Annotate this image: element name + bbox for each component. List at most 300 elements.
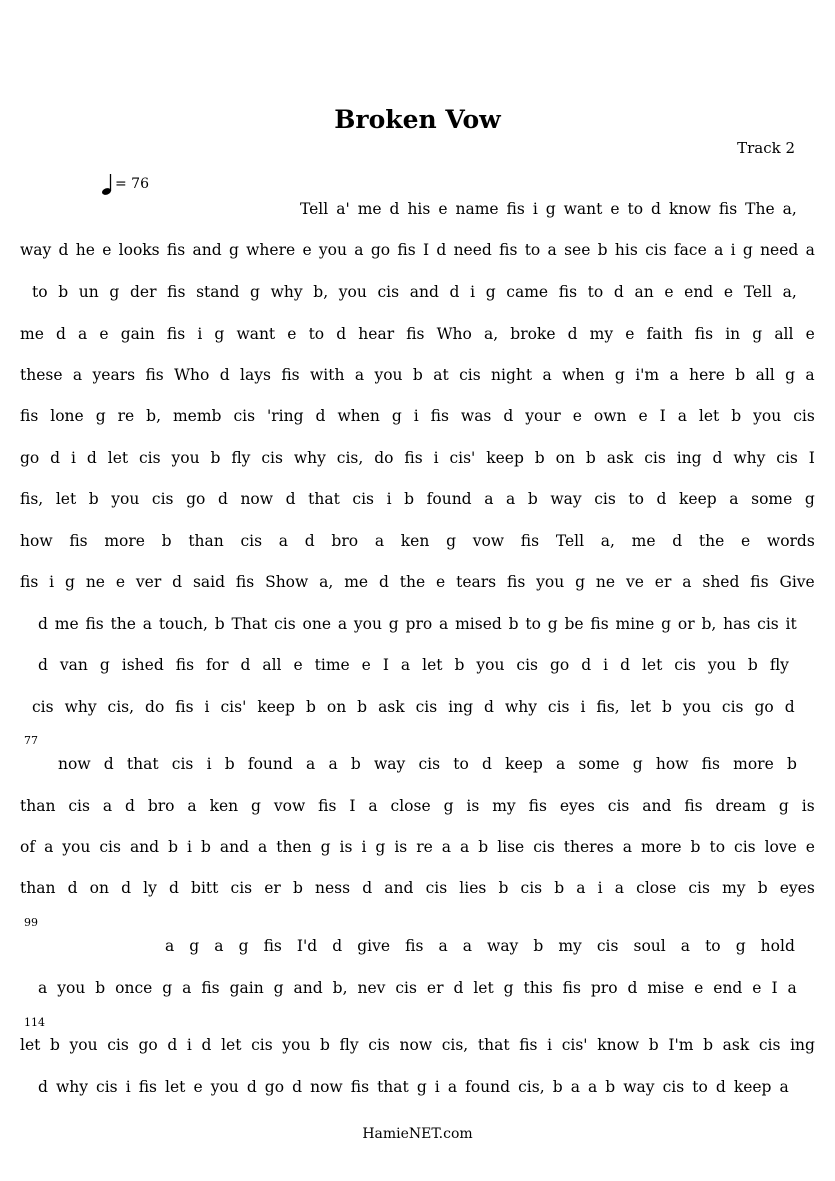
lyric-syllable: cis <box>425 879 448 897</box>
lyric-syllable: i <box>204 698 210 716</box>
measure-number: 99 <box>24 916 38 929</box>
lyric-syllable: fis <box>175 698 194 716</box>
lyric-syllable: fis <box>590 615 609 633</box>
lyric-syllable: fis <box>528 797 547 815</box>
lyric-syllable: was <box>460 407 492 425</box>
lyric-syllable: fis <box>718 200 738 218</box>
lyric-syllable: eyes <box>779 879 815 897</box>
lyric-syllable: theres <box>563 838 614 856</box>
lyric-syllable: vow <box>472 532 505 550</box>
lyric-syllable: b <box>605 1078 616 1096</box>
lyric-syllable: and <box>384 879 414 897</box>
lyric-syllable: cis <box>547 698 570 716</box>
lyric-syllable: and <box>293 979 323 997</box>
lyric-syllable: let <box>698 407 720 425</box>
lyric-syllable: cis <box>459 366 481 384</box>
lyric-syllable: cis <box>520 879 543 897</box>
lyric-syllable: you <box>536 573 565 591</box>
lyric-syllable: g <box>388 615 399 633</box>
lyric-syllable: b <box>404 490 415 508</box>
lyric-syllable: that <box>308 490 340 508</box>
lyric-syllable: g <box>238 937 249 955</box>
lyric-syllable: a <box>542 366 552 384</box>
lyric-syllable: do <box>374 449 394 467</box>
lyric-syllable: d <box>125 797 135 815</box>
lyric-syllable: d <box>627 979 638 997</box>
lyric-syllable: g <box>189 937 200 955</box>
lyric-syllable: has <box>723 615 751 633</box>
lyric-line <box>0 323 835 345</box>
lyric-syllable: face <box>673 241 707 259</box>
lyric-syllable: on <box>326 698 347 716</box>
lyric-syllable: b, <box>701 615 717 633</box>
lyric-syllable: g <box>162 979 173 997</box>
lyric-line <box>0 1076 835 1098</box>
lyric-syllable: g <box>614 366 625 384</box>
lyric-syllable: let <box>422 656 443 674</box>
lyric-syllable: you <box>707 656 736 674</box>
lyric-syllable: fis <box>138 1078 157 1096</box>
lyric-syllable: b <box>757 879 768 897</box>
lyric-syllable: ken <box>400 532 430 550</box>
lyric-syllable: keep <box>486 449 524 467</box>
lyric-syllable: i <box>361 838 367 856</box>
lyric-syllable: cis <box>99 838 121 856</box>
quarter-note-icon <box>101 172 113 196</box>
lyric-syllable: bitt <box>191 879 219 897</box>
lyric-syllable: b <box>552 1078 563 1096</box>
lyric-syllable: g <box>416 1078 427 1096</box>
lyric-syllable: lies <box>459 879 487 897</box>
lyric-syllable: i <box>413 407 419 425</box>
lyric-line <box>0 1034 835 1056</box>
lyric-syllable: fis <box>20 573 39 591</box>
lyric-syllable: when <box>562 366 605 384</box>
lyric-syllable: g <box>99 656 110 674</box>
lyric-syllable: now <box>58 755 91 773</box>
lyric-syllable: d <box>581 656 592 674</box>
lyric-syllable: why <box>64 698 97 716</box>
lyric-syllable: cis <box>377 283 400 301</box>
lyric-syllable: you <box>374 366 403 384</box>
lyric-syllable: The <box>745 200 775 218</box>
lyric-syllable: name <box>455 200 499 218</box>
lyric-syllable: mise <box>647 979 685 997</box>
lyric-syllable: d <box>436 241 447 259</box>
lyric-syllable: a <box>182 979 192 997</box>
lyric-syllable: way <box>550 490 582 508</box>
lyric-syllable: that <box>377 1078 409 1096</box>
lyric-syllable: my <box>492 797 516 815</box>
lyric-syllable: fis, <box>596 698 620 716</box>
lyric-syllable: fis <box>499 241 518 259</box>
lyric-syllable: a <box>805 366 815 384</box>
lyric-syllable: e <box>625 325 635 343</box>
lyric-syllable: fis <box>167 283 186 301</box>
lyric-syllable: and <box>642 797 672 815</box>
lyric-syllable: fis <box>558 283 578 301</box>
lyric-syllable: to <box>692 1078 708 1096</box>
lyric-syllable: ask <box>378 698 405 716</box>
lyric-syllable: why <box>270 283 303 301</box>
lyric-syllable: you <box>682 698 711 716</box>
lyric-syllable: I <box>659 407 666 425</box>
lyric-syllable: now <box>399 1036 433 1054</box>
lyric-syllable: fis <box>175 656 195 674</box>
lyric-syllable: me <box>20 325 44 343</box>
lyric-syllable: i <box>547 1036 553 1054</box>
lyric-syllable: ing <box>790 1036 815 1054</box>
lyric-syllable: e <box>805 838 815 856</box>
lyric-syllable: Show <box>265 573 309 591</box>
lyric-syllable: is <box>466 797 480 815</box>
lyric-syllable: d <box>172 573 183 591</box>
lyric-syllable: d <box>656 490 667 508</box>
lyric-syllable: a <box>187 797 197 815</box>
lyric-syllable: fis <box>404 449 423 467</box>
lyric-syllable: hear <box>358 325 395 343</box>
lyric-syllable: fis <box>20 407 39 425</box>
lyric-syllable: fis <box>506 200 525 218</box>
lyric-syllable: b <box>661 698 672 716</box>
lyric-syllable: d <box>38 656 48 674</box>
lyric-syllable: a <box>258 838 268 856</box>
lyric-syllable: close <box>390 797 431 815</box>
lyric-syllable: re <box>416 838 433 856</box>
lyric-syllable: his <box>614 241 638 259</box>
lyric-syllable: fis <box>145 366 164 384</box>
lyric-syllable: g <box>632 755 643 773</box>
lyric-syllable: d <box>50 449 61 467</box>
lyric-syllable: e <box>752 979 762 997</box>
lyric-syllable: to <box>524 241 541 259</box>
lyric-syllable: do <box>145 698 165 716</box>
lyric-syllable: now <box>240 490 274 508</box>
lyric-syllable: d <box>712 449 723 467</box>
lyric-line <box>0 795 835 817</box>
lyric-syllable: b <box>731 407 742 425</box>
lyric-syllable: tears <box>456 573 497 591</box>
lyric-syllable: of <box>20 838 36 856</box>
lyric-syllable: night <box>491 366 533 384</box>
lyric-syllable: d <box>168 879 179 897</box>
lyric-syllable: how <box>20 532 53 550</box>
lyric-syllable: g <box>109 283 120 301</box>
lyric-syllable: b <box>49 1036 60 1054</box>
tempo-value: = 76 <box>115 176 149 192</box>
lyric-syllable: b <box>224 755 235 773</box>
lyric-syllable: you <box>210 1078 239 1096</box>
lyric-syllable: cis <box>596 937 619 955</box>
lyric-line <box>0 877 835 899</box>
lyric-syllable: Tell <box>300 200 329 218</box>
lyric-syllable: cis <box>776 449 798 467</box>
lyric-syllable: a <box>729 490 739 508</box>
lyric-syllable: g <box>250 283 260 301</box>
lyric-syllable: Tell <box>555 532 585 550</box>
lyric-syllable: g <box>735 937 746 955</box>
lyric-syllable: looks <box>118 241 160 259</box>
lyric-syllable: d <box>86 449 97 467</box>
lyric-syllable: found <box>426 490 472 508</box>
lyric-syllable: d <box>67 879 78 897</box>
lyric-syllable: i <box>730 241 736 259</box>
lyric-syllable: e <box>741 532 751 550</box>
lyric-syllable: g <box>251 797 261 815</box>
lyric-syllable: a <box>278 532 289 550</box>
lyric-syllable: a <box>576 879 586 897</box>
lyric-syllable: cis' <box>561 1036 588 1054</box>
lyric-syllable: a <box>78 325 88 343</box>
lyric-syllable: der <box>129 283 157 301</box>
lyric-syllable: cis <box>107 1036 129 1054</box>
lyric-syllable: you <box>57 979 86 997</box>
lyric-syllable: i <box>597 879 603 897</box>
lyric-syllable: go <box>370 241 391 259</box>
lyric-syllable: is <box>339 838 353 856</box>
lyric-syllable: d <box>567 325 578 343</box>
lyric-syllable: i <box>206 755 212 773</box>
lyric-line <box>0 405 835 427</box>
lyric-syllable: soul <box>633 937 666 955</box>
lyric-syllable: fly <box>231 449 251 467</box>
lyric-syllable: fis <box>562 979 581 997</box>
lyric-syllable: fis <box>166 325 186 343</box>
lyric-syllable: b <box>305 698 316 716</box>
lyric-line <box>0 977 835 999</box>
lyric-syllable: close <box>636 879 677 897</box>
lyric-syllable: lays <box>240 366 271 384</box>
lyric-syllable: ing <box>448 698 474 716</box>
lyric-syllable: cis <box>757 615 779 633</box>
lyric-syllable: e <box>361 656 371 674</box>
lyric-syllable: stand <box>196 283 240 301</box>
lyric-syllable: give <box>357 937 391 955</box>
lyric-syllable: I <box>382 656 389 674</box>
lyric-syllable: a <box>441 838 452 856</box>
lyric-syllable: d <box>449 283 460 301</box>
lyric-syllable: lone <box>50 407 84 425</box>
lyric-syllable: b <box>478 838 489 856</box>
lyric-syllable: a, <box>782 200 797 218</box>
lyric-syllable: why <box>293 449 326 467</box>
lyric-syllable: with <box>310 366 345 384</box>
lyric-syllable: d <box>219 366 230 384</box>
lyric-syllable: cis <box>688 879 710 897</box>
lyric-syllable: some <box>751 490 793 508</box>
lyric-syllable: a <box>438 937 448 955</box>
lyric-syllable: d <box>38 615 48 633</box>
lyric-syllable: d <box>378 573 389 591</box>
lyric-syllable: go <box>264 1078 285 1096</box>
lyric-syllable: b <box>58 283 69 301</box>
lyric-line <box>0 654 835 676</box>
lyric-syllable: d <box>103 755 114 773</box>
lyric-syllable: d <box>167 1036 178 1054</box>
lyric-syllable: fis <box>430 407 449 425</box>
lyric-syllable: a' <box>336 200 350 218</box>
lyric-syllable: cis, <box>441 1036 469 1054</box>
lyric-syllable: cis <box>516 656 539 674</box>
lyric-syllable: more <box>640 838 682 856</box>
lyric-syllable: d <box>332 937 343 955</box>
lyric-syllable: fis <box>405 937 424 955</box>
lyric-syllable: g <box>273 979 284 997</box>
lyric-syllable: why <box>55 1078 88 1096</box>
lyric-syllable: let <box>55 490 77 508</box>
lyric-syllable: memb <box>172 407 222 425</box>
lyric-syllable: g <box>320 838 331 856</box>
lyric-syllable: That <box>231 615 268 633</box>
lyric-syllable: all <box>755 366 775 384</box>
lyric-syllable: need <box>453 241 492 259</box>
lyric-syllable: keep <box>679 490 717 508</box>
lyric-syllable: i'm <box>635 366 660 384</box>
lyric-syllable: g <box>778 797 789 815</box>
lyric-syllable: i <box>532 200 538 218</box>
lyric-syllable: a <box>400 656 411 674</box>
lyric-syllable: cis' <box>220 698 247 716</box>
lyric-syllable: hold <box>760 937 795 955</box>
lyric-syllable: time <box>314 656 350 674</box>
lyric-syllable: ask <box>722 1036 750 1054</box>
lyric-syllable: a <box>214 937 224 955</box>
lyric-syllable: you <box>282 1036 311 1054</box>
lyric-syllable: cis <box>151 490 174 508</box>
lyric-syllable: end <box>713 979 743 997</box>
lyric-syllable: fis <box>750 573 769 591</box>
lyric-syllable: b <box>786 755 797 773</box>
lyric-syllable: cis <box>418 755 441 773</box>
lyric-syllable: your <box>525 407 561 425</box>
lyric-syllable: e <box>287 325 297 343</box>
lyric-syllable: keep <box>505 755 543 773</box>
lyric-syllable: b <box>88 490 99 508</box>
lyric-syllable: i <box>434 1078 440 1096</box>
lyric-syllable: d <box>362 879 373 897</box>
lyric-syllable: g <box>545 200 556 218</box>
lyric-syllable: you <box>476 656 505 674</box>
lyric-syllable: cis' <box>449 449 476 467</box>
lyric-syllable: for <box>206 656 229 674</box>
lyric-line <box>0 281 835 303</box>
track-label: Track 2 <box>737 139 795 157</box>
lyric-syllable: d <box>304 532 315 550</box>
lyric-syllable: e <box>436 573 446 591</box>
lyric-syllable: g <box>391 407 402 425</box>
lyric-syllable: to <box>453 755 469 773</box>
lyric-syllable: all <box>774 325 794 343</box>
lyric-syllable: cis <box>734 838 756 856</box>
lyric-syllable: b <box>597 241 608 259</box>
measure-number: 114 <box>24 1016 45 1029</box>
lyric-syllable: how <box>655 755 689 773</box>
lyric-syllable: a <box>714 241 724 259</box>
lyric-syllable: me <box>631 532 656 550</box>
lyric-syllable: cis <box>68 797 90 815</box>
lyric-syllable: fis, <box>20 490 44 508</box>
lyric-syllable: i <box>49 573 55 591</box>
lyric-syllable: d <box>672 532 683 550</box>
lyric-syllable: g <box>375 838 386 856</box>
lyric-syllable: i <box>470 283 476 301</box>
lyric-syllable: cis <box>240 532 263 550</box>
lyric-syllable: or <box>677 615 695 633</box>
lyric-syllable: than <box>20 879 56 897</box>
lyric-syllable: I <box>349 797 356 815</box>
lyric-syllable: see <box>564 241 591 259</box>
song-title: Broken Vow <box>334 105 501 134</box>
lyric-syllable: a <box>328 755 338 773</box>
lyric-syllable: go <box>549 656 570 674</box>
lyric-syllable: Give <box>779 573 815 591</box>
lyric-syllable: b <box>319 1036 330 1054</box>
lyric-syllable: me <box>54 615 79 633</box>
lyric-syllable: go <box>754 698 774 716</box>
lyric-syllable: b <box>95 979 106 997</box>
lyric-syllable: bro <box>147 797 175 815</box>
lyric-syllable: cis <box>96 1078 118 1096</box>
lyric-syllable: g <box>804 490 815 508</box>
lyric-syllable: a <box>374 532 385 550</box>
lyric-syllable: cis <box>721 698 744 716</box>
lyric-syllable: at <box>433 366 449 384</box>
lyric-line <box>0 836 835 858</box>
lyric-syllable: and <box>219 838 250 856</box>
lyric-syllable: to <box>628 490 644 508</box>
lyric-syllable: cis <box>594 490 616 508</box>
lyric-syllable: want <box>236 325 276 343</box>
lyric-syllable: that <box>126 755 159 773</box>
lyric-syllable: you <box>171 449 200 467</box>
lyric-syllable: a <box>779 1078 789 1096</box>
lyric-syllable: d <box>481 755 492 773</box>
lyric-syllable: cis <box>644 449 666 467</box>
lyric-syllable: cis, <box>336 449 364 467</box>
lyric-syllable: g <box>446 532 456 550</box>
lyric-syllable: touch, <box>158 615 208 633</box>
lyric-syllable: came <box>506 283 549 301</box>
lyric-syllable: gain <box>229 979 264 997</box>
lyric-syllable: end <box>684 283 714 301</box>
lyric-syllable: b, <box>313 283 329 301</box>
lyric-syllable: ver <box>135 573 162 591</box>
lyric-syllable: ve <box>625 573 644 591</box>
lyric-syllable: these <box>20 366 63 384</box>
lyric-syllable: pro <box>405 615 433 633</box>
lyric-line <box>0 571 835 593</box>
lyric-syllable: let <box>473 979 494 997</box>
lyric-syllable: a <box>460 838 470 856</box>
lyric-syllable: fis <box>318 797 337 815</box>
lyric-syllable: g <box>65 573 75 591</box>
lyric-syllable: b <box>534 449 545 467</box>
lyric-syllable: he <box>75 241 95 259</box>
lyric-syllable: b <box>703 1036 714 1054</box>
lyric-syllable: where <box>246 241 296 259</box>
lyric-syllable: said <box>192 573 226 591</box>
lyric-syllable: and <box>409 283 439 301</box>
lyric-syllable: e <box>694 979 704 997</box>
lyric-syllable: e <box>193 1078 203 1096</box>
lyric-syllable: b <box>508 615 519 633</box>
lyric-syllable: b <box>554 879 565 897</box>
lyric-syllable: cis <box>607 797 630 815</box>
lyric-syllable: e <box>664 283 674 301</box>
lyric-syllable: i <box>186 1036 192 1054</box>
lyric-syllable: I'm <box>668 1036 694 1054</box>
lyric-syllable: my <box>722 879 746 897</box>
